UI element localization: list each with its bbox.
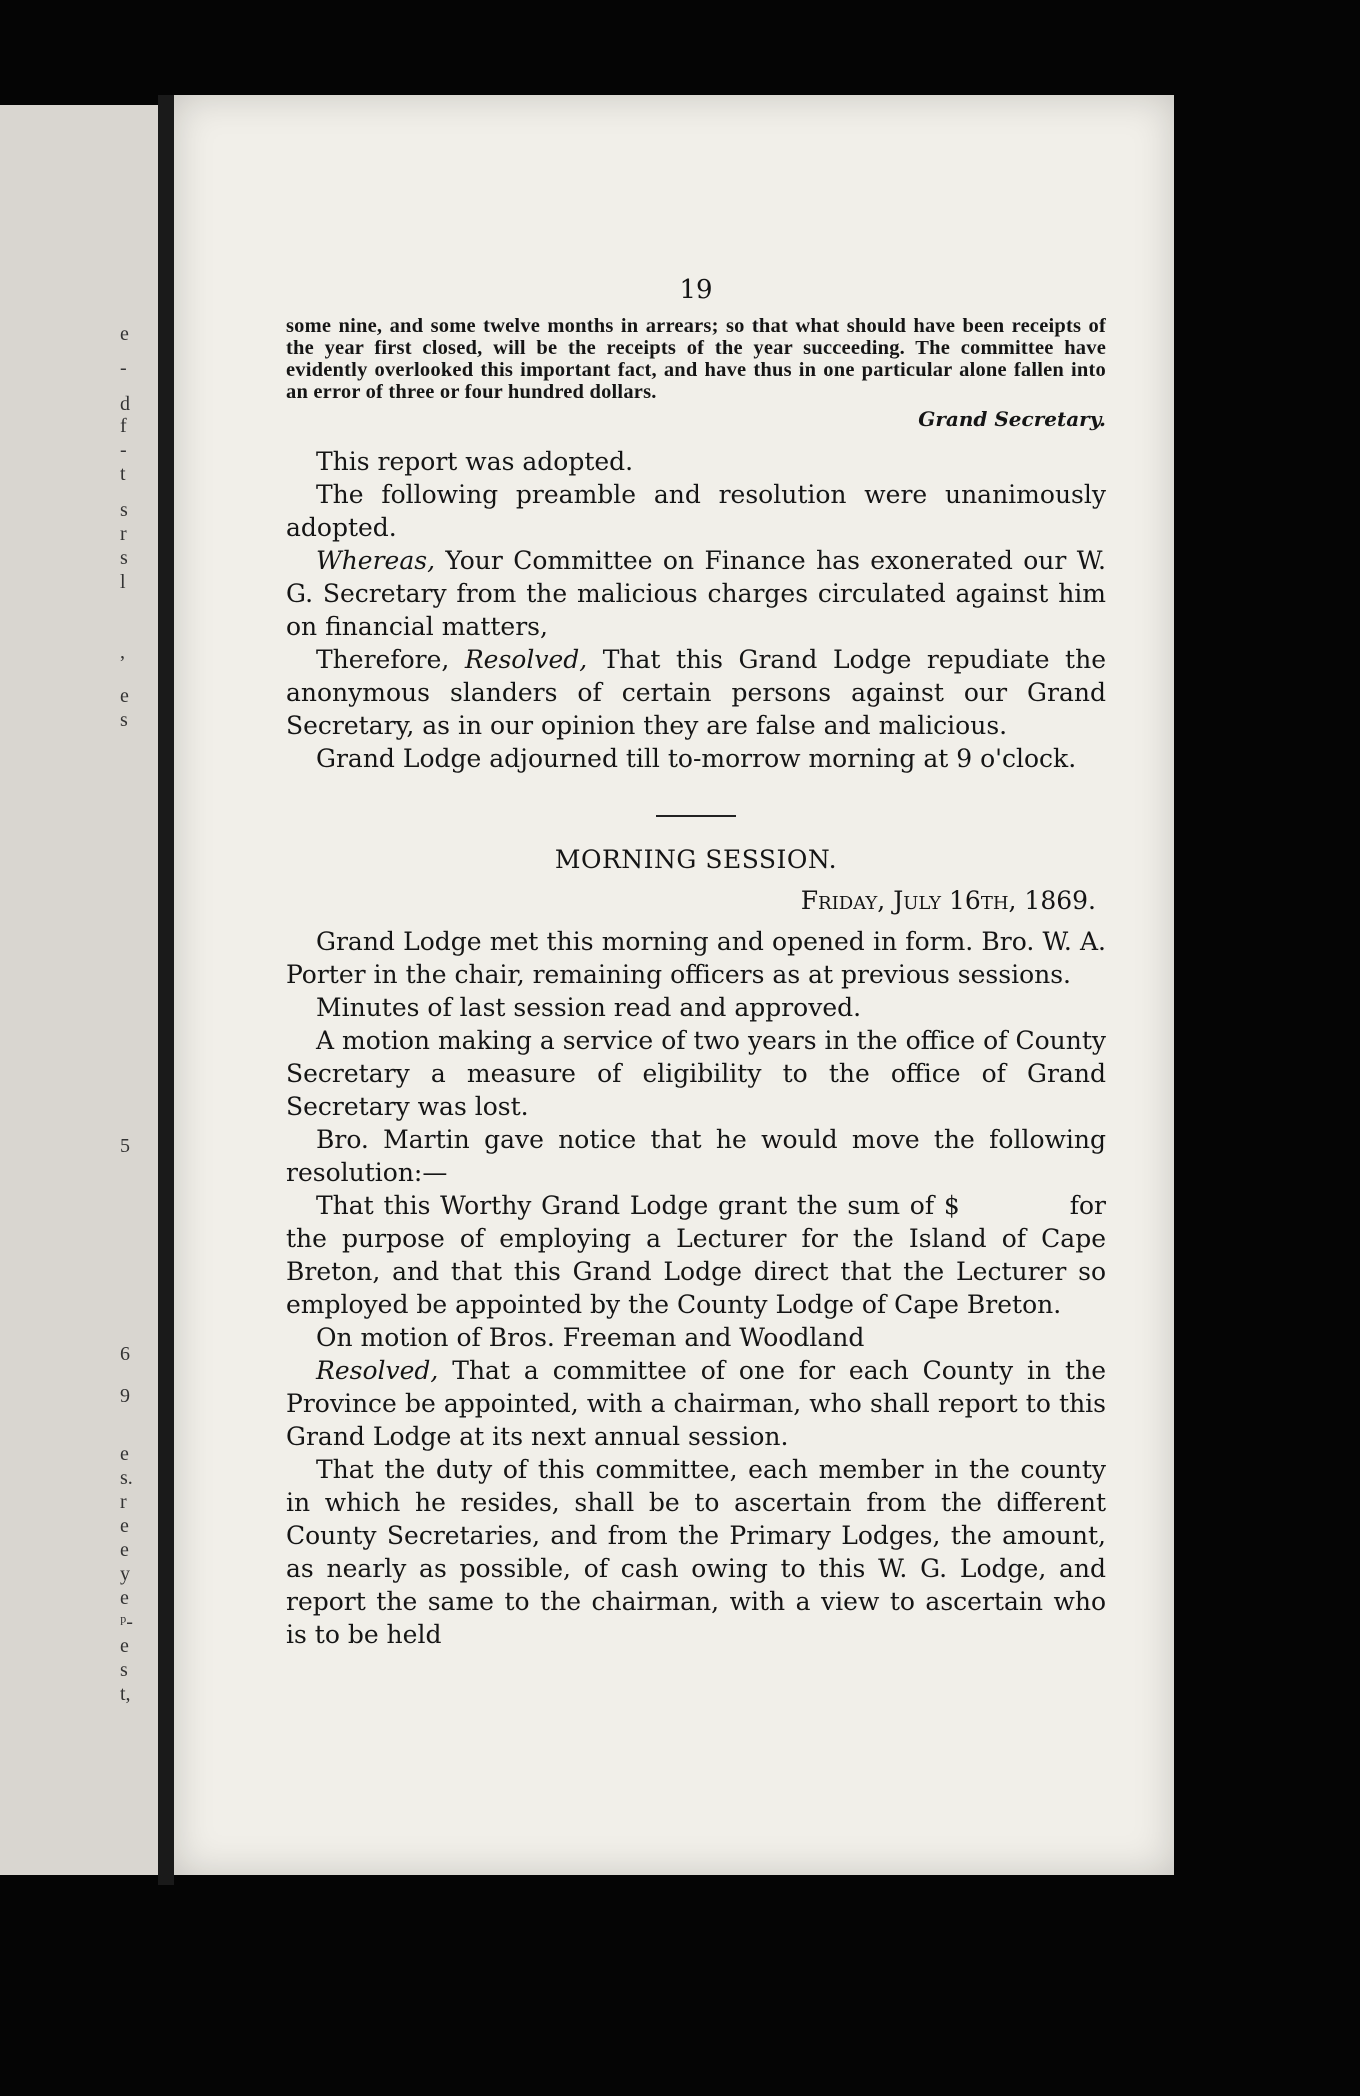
paragraph-adjourned: Grand Lodge adjourned till to-morrow morning at 9 o'clock. bbox=[316, 744, 1077, 773]
paragraph-grand-lodge-met: Grand Lodge met this morning and opened in form. Bro. W. A. Porter in the chair, remaining officers as at previous sessions. bbox=[286, 927, 1106, 989]
session-heading: MORNING SESSION. bbox=[554, 845, 838, 874]
left-page-fragment bbox=[0, 105, 158, 1875]
left-page-letter: 9 bbox=[120, 1385, 130, 1407]
paragraph-committee-resolved bbox=[286, 1354, 1106, 1453]
paragraph-minutes: Minutes of last session read and approved. bbox=[316, 993, 862, 1022]
left-page-letter: d bbox=[120, 393, 130, 415]
left-page-letter: , bbox=[120, 641, 125, 663]
signature: Grand Secretary. bbox=[918, 407, 1106, 431]
lecturer-text-a: That this Worthy Grand Lodge grant the sum of $ bbox=[316, 1191, 960, 1220]
left-page-letter: t bbox=[120, 463, 126, 485]
paragraph-whereas bbox=[286, 544, 1106, 643]
left-page-letter: e bbox=[120, 1635, 129, 1657]
therefore-lead: Therefore, bbox=[316, 645, 465, 674]
left-page-letter: e bbox=[120, 1539, 129, 1561]
paragraph-preamble-intro: The following preamble and resolution were unanimously adopted. bbox=[286, 480, 1106, 542]
left-page-letter: ᵖ- bbox=[120, 1611, 133, 1633]
left-page-letter: s bbox=[120, 499, 128, 521]
paragraph-therefore-resolved bbox=[286, 643, 1106, 742]
left-page-letter: f bbox=[120, 415, 127, 437]
left-page-letter: e bbox=[120, 1515, 129, 1537]
left-page-letter: 6 bbox=[120, 1343, 130, 1365]
whereas-lead: Whereas, bbox=[316, 546, 436, 575]
resolved-lead: Resolved, bbox=[464, 645, 588, 674]
paragraph-lecturer bbox=[286, 1189, 1106, 1321]
left-page-letter: r bbox=[120, 1491, 127, 1513]
left-page-letter: l bbox=[120, 571, 126, 593]
paragraph-committee-duty: That the duty of this committee, each member in the county in which he resides, shall be to ascertain from the different County Secretaries, and from the Primary Lodges, the amount, as nearly as possible, of cash owing to this W. G. Lodge, and report the same to the chairman, with a view to ascertain who is to be held bbox=[286, 1455, 1106, 1649]
page-gutter bbox=[158, 95, 174, 1885]
left-page-letter: e bbox=[120, 685, 129, 707]
page-content bbox=[286, 275, 1106, 1651]
left-page-letter: s. bbox=[120, 1467, 133, 1489]
paragraph-motion-lost: A motion making a service of two years in the office of County Secretary a measure of eligibility to the office of Grand Secretary was lost. bbox=[286, 1026, 1106, 1121]
therefore-text: That this Grand Lodge repudiate the anonymous slanders of certain persons against our Grand Secretary, as in our opinion they are false and malicious. bbox=[286, 645, 1106, 740]
left-page-letter: t, bbox=[120, 1683, 131, 1705]
paragraph-on-motion: On motion of Bros. Freeman and Woodland bbox=[316, 1323, 865, 1352]
section-divider bbox=[656, 815, 736, 817]
left-page-letter: e bbox=[120, 1587, 129, 1609]
left-page-letter: - bbox=[120, 439, 127, 461]
left-page-letter: s bbox=[120, 709, 128, 731]
left-page-letter: r bbox=[120, 523, 127, 545]
resolved-lead-2: Resolved, bbox=[316, 1356, 439, 1385]
document-page bbox=[174, 95, 1174, 1875]
whereas-text: Your Committee on Finance has exonerated our W. G. Secretary from the malicious charges circulated against him on financial matters, bbox=[286, 546, 1106, 641]
paragraph-report-adopted: This report was adopted. bbox=[316, 447, 634, 476]
left-page-letter: e bbox=[120, 323, 129, 345]
committee-text: That a committee of one for each County in the Province be appointed, with a chairman, who shall report to this Grand Lodge at its next annual session. bbox=[286, 1356, 1106, 1451]
left-page-letter: y bbox=[120, 1563, 130, 1585]
lecturer-text-b: for the purpose of employing a Lecturer for the Island of Cape Breton, and that this Grand Lodge direct that the Lecturer so employed be appointed by the County Lodge of Cape Breton. bbox=[286, 1191, 1106, 1319]
paragraph-notice: Bro. Martin gave notice that he would move the following resolution:— bbox=[286, 1125, 1106, 1187]
left-page-letter: - bbox=[120, 357, 127, 379]
session-dateline: Friday, July 16th, 1869. bbox=[800, 886, 1096, 915]
page-number: 19 bbox=[679, 275, 713, 305]
header-excerpt: some nine, and some twelve months in arrears; so that what should have been receipts of the year first closed, will be the receipts of the year succeeding. The committee have evidently overlooked this important fact, and have thus in one particular alone fallen into an error of three or four hundred dollars. bbox=[286, 315, 1106, 403]
left-page-letter: e bbox=[120, 1443, 129, 1465]
left-page-letter: s bbox=[120, 547, 128, 569]
left-page-letter: 5 bbox=[120, 1135, 130, 1157]
left-page-letter: s bbox=[120, 1659, 128, 1681]
